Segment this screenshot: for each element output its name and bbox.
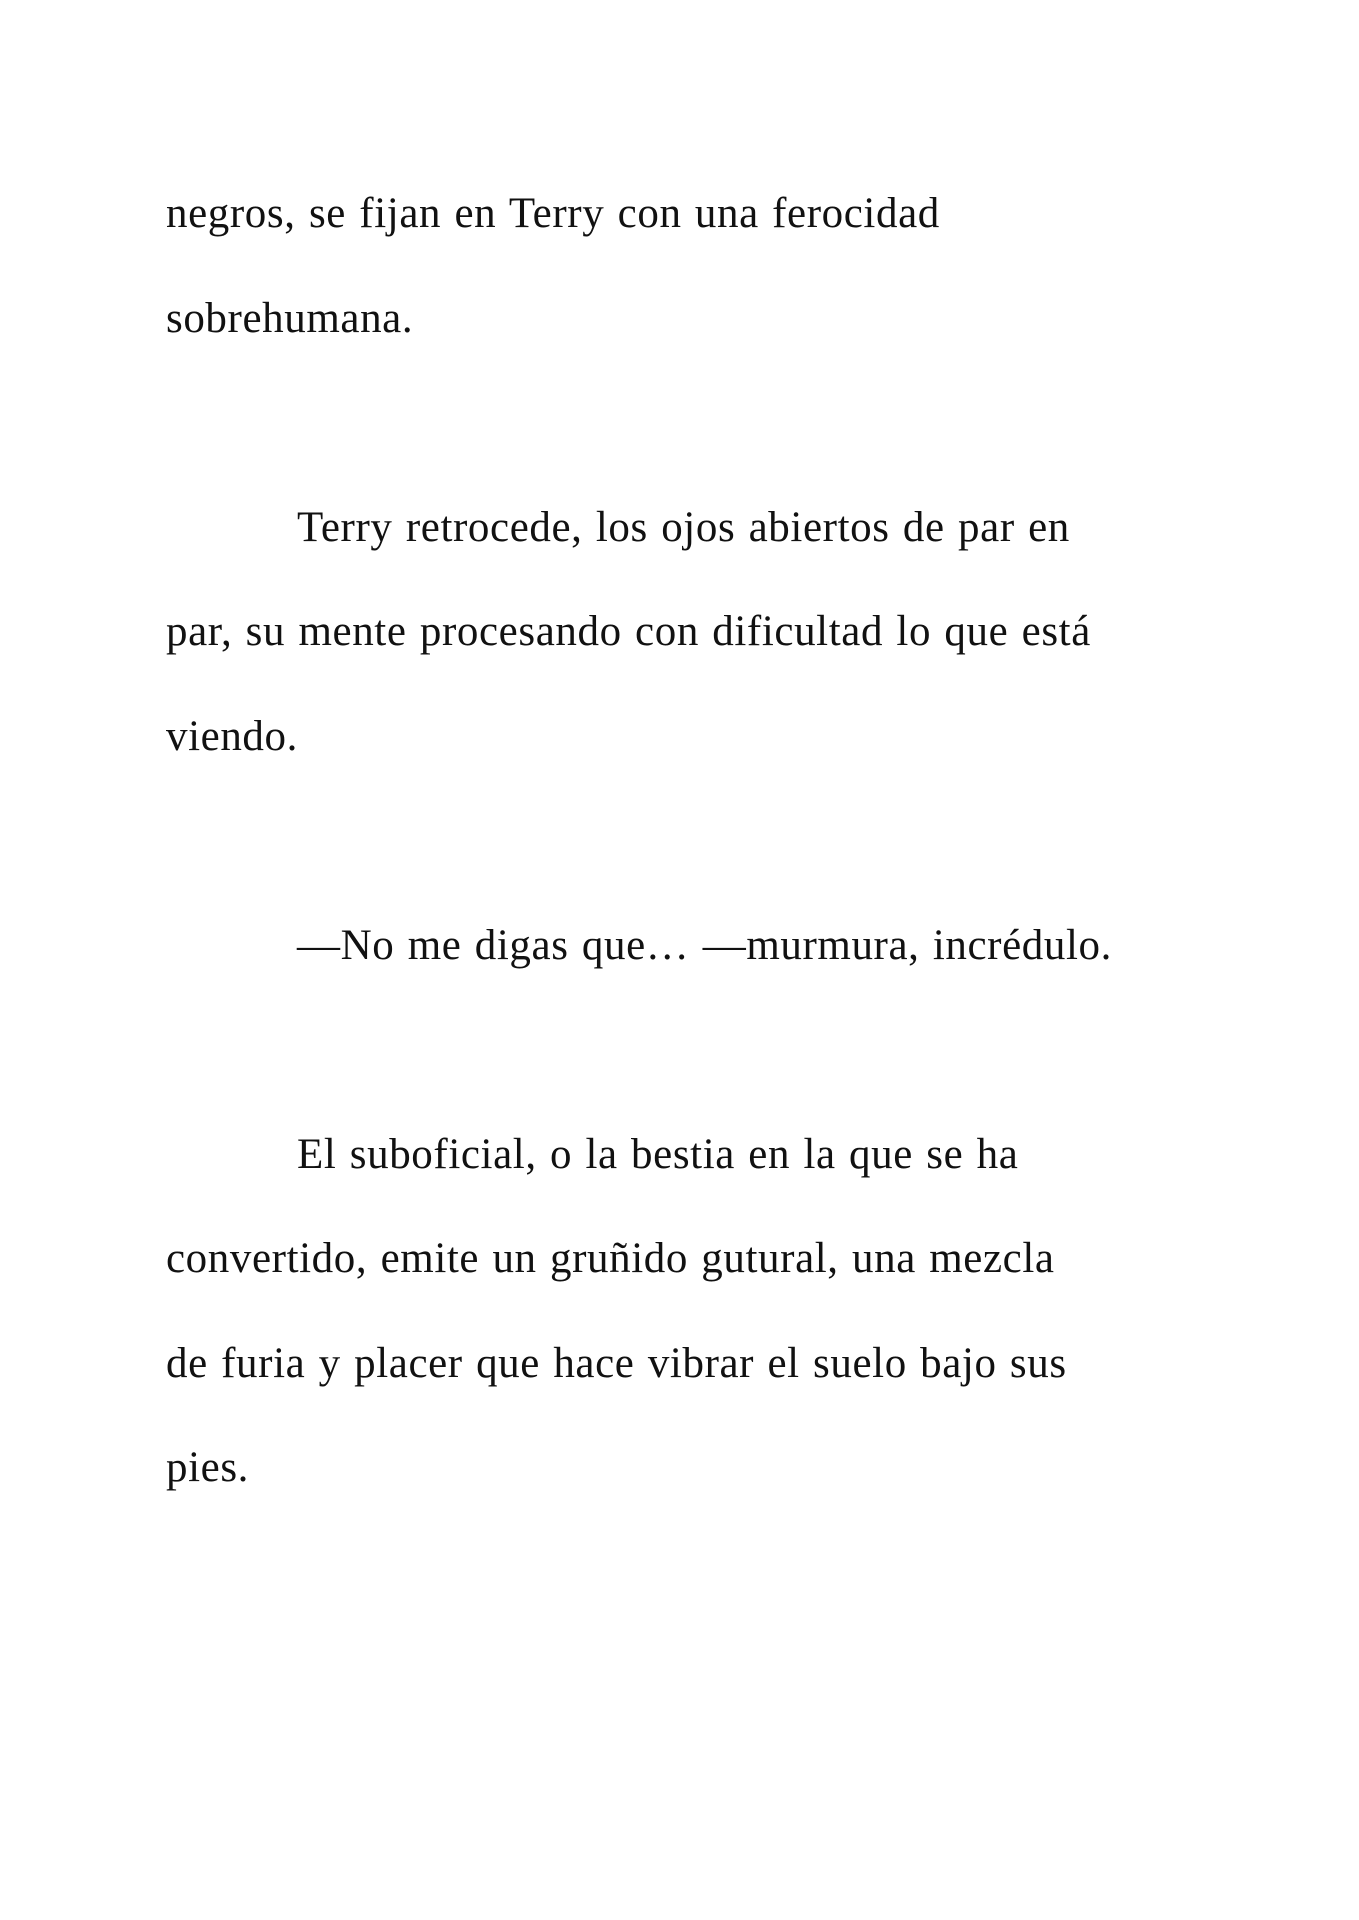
text-line: pies. — [166, 1444, 250, 1491]
paragraph-4 — [166, 1103, 1206, 1521]
text-line: El suboficial, o la bestia en la que se ha — [297, 1130, 1019, 1178]
paragraph-spacer — [166, 998, 1206, 1103]
dialogue-line: —No me digas que… —murmura, incrédulo. — [297, 921, 1112, 969]
text-line: viendo. — [166, 712, 298, 760]
paragraph-2 — [166, 476, 1206, 790]
text-line: Terry retrocede, los ojos abiertos de par en — [297, 503, 1070, 551]
text-line: negros, se fijan en Terry con una ferocidad — [166, 190, 940, 237]
text-line: convertido, emite un gruñido gutural, una mezcla — [166, 1235, 1055, 1282]
paragraph-1 — [166, 162, 1206, 371]
body-text — [166, 162, 1206, 1521]
text-line: par, su mente procesando con dificultad lo que está — [166, 608, 1091, 655]
paragraph-3 — [166, 894, 1206, 999]
text-line: sobrehumana. — [166, 294, 414, 342]
text-line: de furia y placer que hace vibrar el suelo bajo sus — [166, 1339, 1067, 1387]
paragraph-spacer — [166, 789, 1206, 894]
paragraph-spacer — [166, 371, 1206, 476]
